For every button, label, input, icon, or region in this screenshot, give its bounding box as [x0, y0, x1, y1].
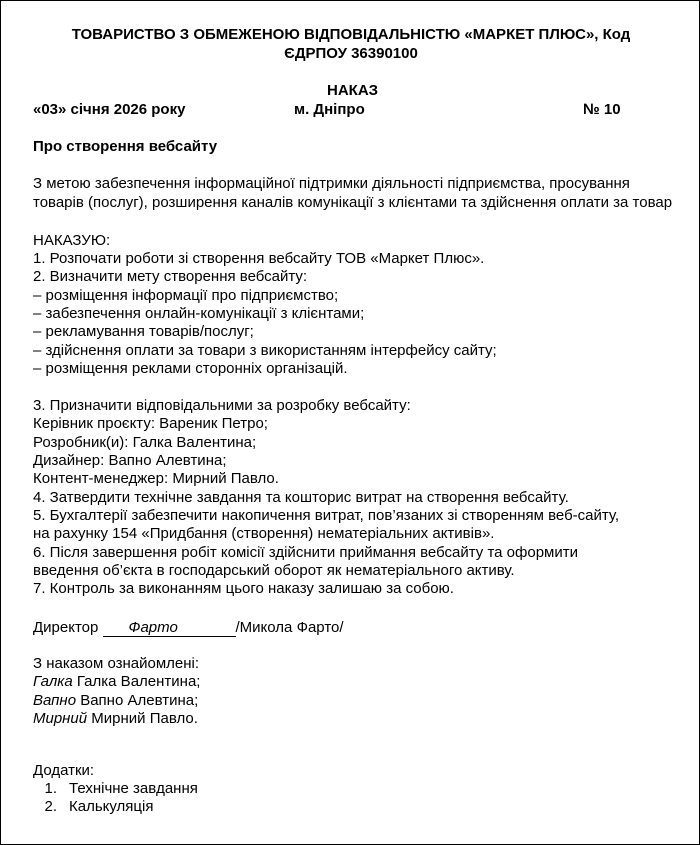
goal-item: – рекламування товарів/послуг;	[33, 323, 254, 340]
person-signature: Вапно	[33, 692, 77, 709]
role-item: Контент-менеджер: Мирний Павло.	[33, 470, 279, 487]
acquainted-person	[33, 691, 673, 710]
person-name: Мирний Павло.	[91, 710, 198, 727]
order-date: «03» січня 2026 року	[33, 101, 186, 118]
appendix-number: 1.	[44, 780, 57, 797]
order-number: № 10	[583, 101, 621, 118]
goal-item: – розміщення реклами сторонніх організацій.	[33, 360, 348, 377]
item-5-line1: 5. Бухгалтерії забезпечити накопичення витрат, пов’язаних зі створенням веб-сайту,	[33, 507, 620, 524]
item-6-line1: 6. Після завершення робіт комісії здійснити приймання вебсайту та оформити	[33, 544, 578, 561]
appendix-item	[33, 779, 673, 798]
item-5-line2: на рахунку 154 «Придбання (створення) нематеріальних активів».	[33, 525, 495, 542]
appendix-item	[33, 797, 673, 816]
item-7: 7. Контроль за виконанням цього наказу залишаю за собою.	[33, 580, 454, 597]
appendix-number: 2.	[44, 798, 57, 815]
appendix-text: Технічне завдання	[69, 780, 198, 797]
appendices-title: Додатки:	[33, 762, 95, 779]
role-item: Дизайнер: Вапно Алевтина;	[33, 452, 227, 469]
appendix-text: Калькуляція	[69, 798, 154, 815]
director-name: /Микола Фарто/	[235, 619, 344, 636]
acquainted-title: З наказом ознайомлені:	[33, 655, 200, 672]
person-signature: Мирний	[33, 710, 88, 727]
order-city: м. Дніпро	[294, 101, 365, 118]
document-type: НАКАЗ	[327, 82, 379, 99]
director-signature-block	[33, 618, 673, 637]
person-name: Вапно Алевтина;	[80, 692, 199, 709]
item-1: 1. Розпочати роботи зі створення вебсайту ТОВ «Маркет Плюс».	[33, 250, 485, 267]
goal-item: – розміщення інформації про підприємство;	[33, 287, 339, 304]
role-item: Розробник(и): Галка Валентина;	[33, 434, 257, 451]
goal-item: – здійснення оплати за товари з використанням інтерфейсу сайту;	[33, 342, 497, 359]
item-6-line2: введення об’єкта в господарський оборот як нематеріального активу.	[33, 562, 515, 579]
preamble: З метою забезпечення інформаційної підтримки діяльності підприємства, просування товарів (послуг), розширення каналів комунікації з клієнтами та здійснення оплати за товар	[33, 175, 673, 211]
order-subject: Про створення вебсайту	[33, 138, 218, 155]
order-word: НАКАЗУЮ:	[33, 232, 111, 249]
acquainted-person	[33, 672, 673, 691]
item-3: 3. Призначити відповідальними за розробку вебсайту:	[33, 397, 411, 414]
item-4: 4. Затвердити технічне завдання та кошторис витрат на створення вебсайту.	[33, 489, 569, 506]
role-item: Керівник проєкту: Вареник Петро;	[33, 415, 268, 432]
acquainted-person	[33, 709, 673, 728]
person-signature: Галка	[33, 673, 73, 690]
company-name-line1: ТОВАРИСТВО З ОБМЕЖЕНОЮ ВІДПОВІДАЛЬНІСТЮ «МАРКЕТ ПЛЮС», Код	[71, 26, 631, 43]
goal-item: – забезпечення онлайн-комунікації з клієнтами;	[33, 305, 365, 322]
person-name: Галка Валентина;	[76, 673, 201, 690]
director-signature: Фарто	[103, 619, 236, 637]
company-name-line2: ЄДРПОУ 36390100	[284, 45, 418, 62]
item-2: 2. Визначити мету створення вебсайту:	[33, 268, 308, 285]
director-label: Директор	[33, 619, 99, 636]
